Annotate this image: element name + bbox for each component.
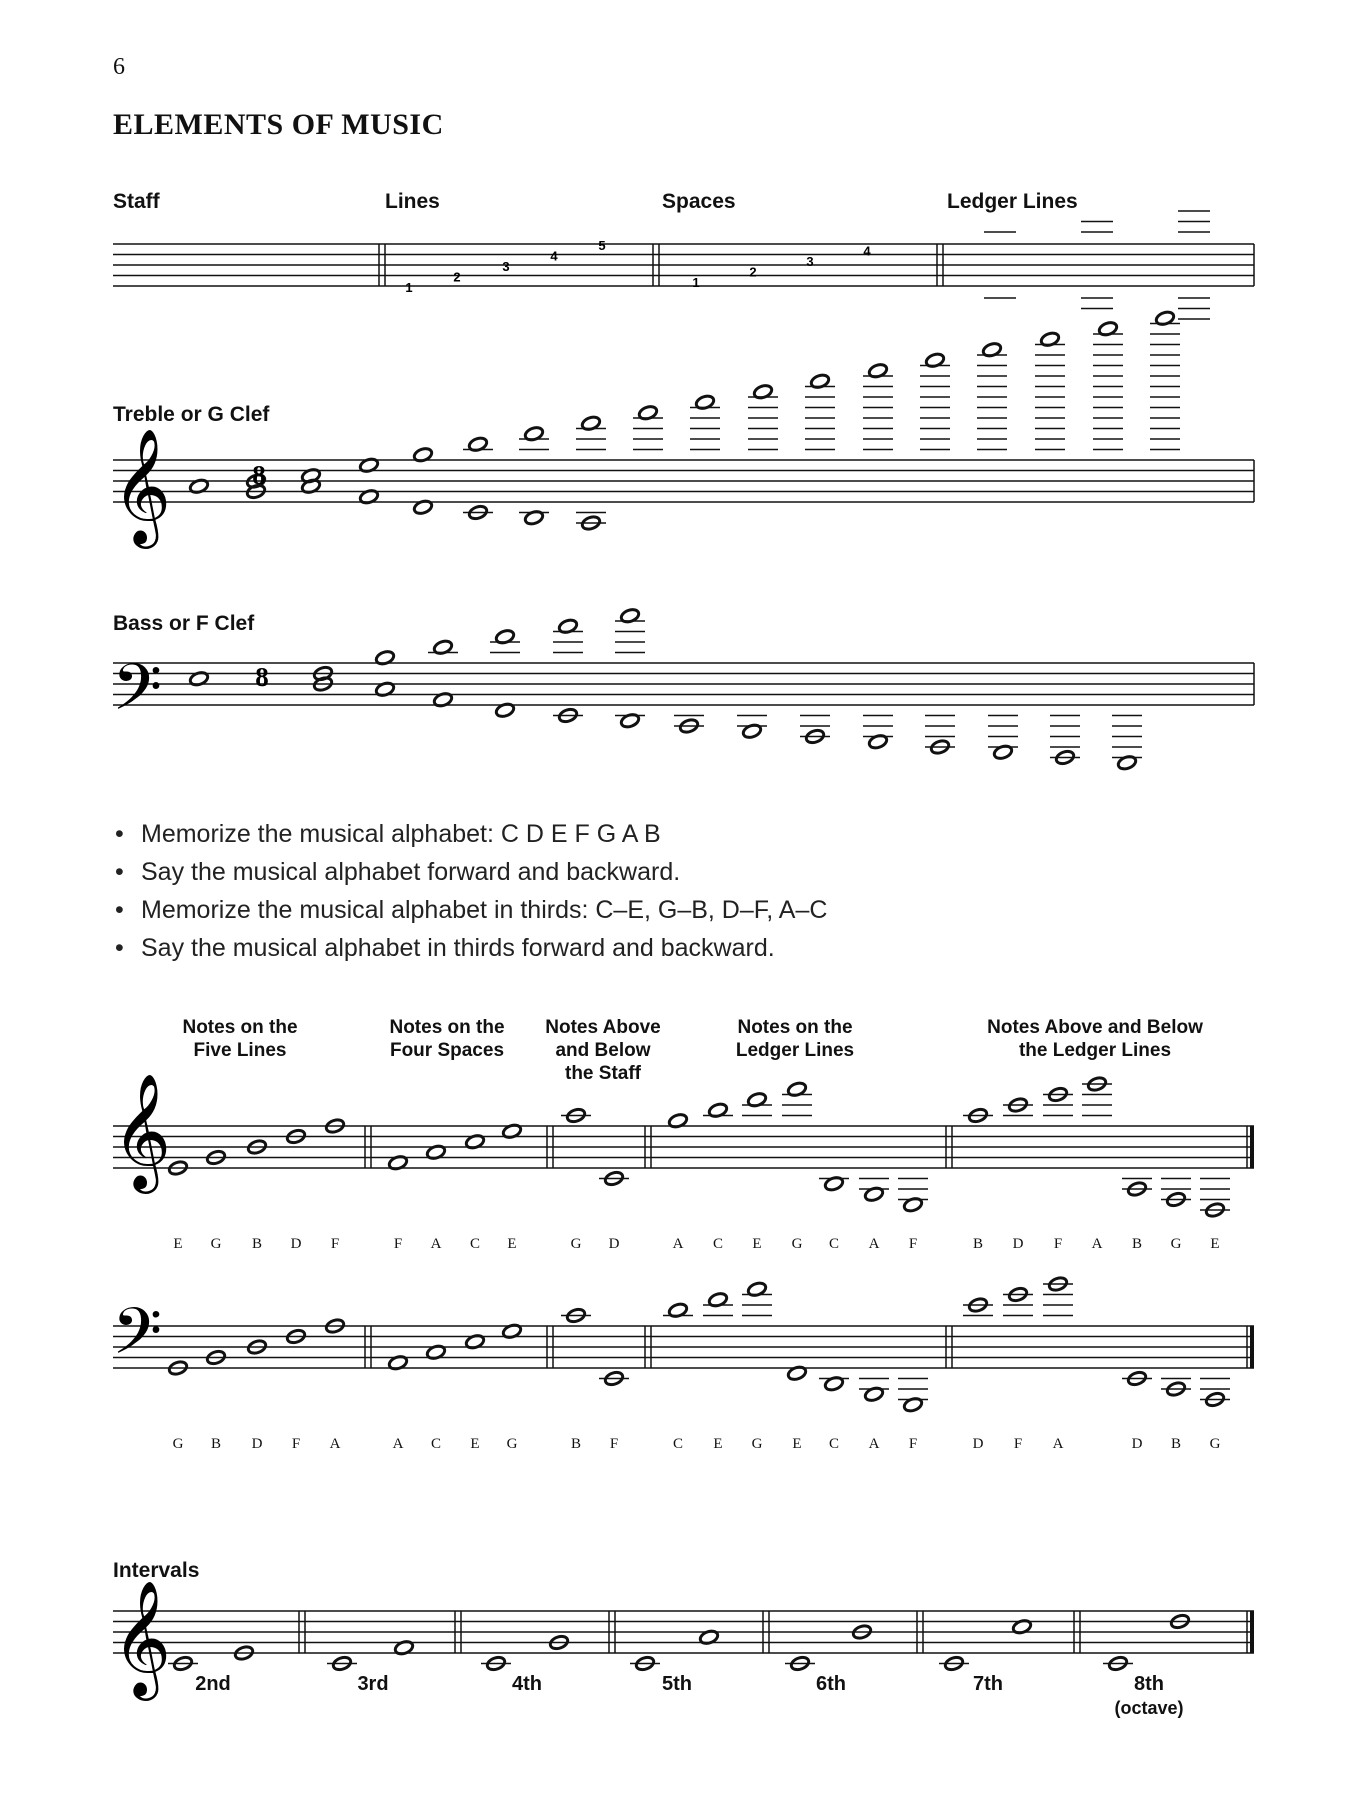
note-name-label: G [791, 1236, 803, 1252]
note-name-label: F [908, 1236, 918, 1252]
note-name-label: A [1052, 1436, 1064, 1452]
line-number-label: 2 [453, 269, 461, 285]
note-name-label: D [290, 1236, 302, 1252]
treble-clef-symbol: 𝄞 [112, 427, 172, 544]
note-name-label: A [868, 1436, 880, 1452]
note-name-label: E [713, 1436, 723, 1452]
interval-label: 3rd [357, 1673, 389, 1695]
interval-label: 5th [662, 1673, 692, 1695]
page-number: 6 [113, 54, 125, 80]
category-ledger-lines: Notes on the Ledger Lines [735, 1017, 855, 1061]
label-treble-clef: Treble or G Clef [113, 403, 270, 426]
note-name-label: B [1170, 1436, 1181, 1452]
note-name-label: D [972, 1436, 984, 1452]
note-name-label: F [330, 1236, 340, 1252]
note-name-label: E [1210, 1236, 1220, 1252]
interval-label: 8th [1134, 1673, 1164, 1695]
note-name-label: A [392, 1436, 404, 1452]
line-number-label: 4 [550, 248, 558, 264]
category-above-below-staff: Notes Above and Below the Staff [545, 1017, 661, 1084]
space-number-label: 2 [749, 264, 757, 280]
space-number-label: 1 [692, 274, 700, 290]
bullet-item: • Say the musical alphabet in thirds forward and backward. [113, 929, 827, 967]
treble-clef-symbol: 𝄞 [112, 1072, 172, 1189]
category-four-spaces: Notes on the Four Spaces [389, 1017, 505, 1061]
note-name-label: A [672, 1236, 684, 1252]
note-name-label: B [251, 1236, 262, 1252]
note-name-label: C [828, 1236, 839, 1252]
label-spaces: Spaces [662, 190, 736, 213]
note-name-label: D [1131, 1436, 1143, 1452]
notes-layer [168, 211, 1230, 1672]
page-title: ELEMENTS OF MUSIC [113, 108, 444, 141]
note-name-label: C [469, 1236, 480, 1252]
interval-label: 6th [816, 1673, 846, 1695]
bass-time-signature: 8 [255, 662, 269, 692]
note-name-label: E [173, 1236, 183, 1252]
note-name-label: G [751, 1436, 763, 1452]
note-name-label: D [1012, 1236, 1024, 1252]
note-name-label: D [251, 1436, 263, 1452]
note-name-label: F [291, 1436, 301, 1452]
note-name-label: A [430, 1236, 442, 1252]
note-name-label: G [1170, 1236, 1182, 1252]
note-name-label: F [908, 1436, 918, 1452]
bullet-item: • Memorize the musical alphabet in thirds: C–E, G–B, D–F, A–C [113, 891, 827, 929]
note-name-label: B [972, 1236, 983, 1252]
category-above-below-ledger: Notes Above and Below the Ledger Lines [987, 1017, 1203, 1061]
note-name-label: E [507, 1236, 517, 1252]
label-staff: Staff [113, 190, 160, 213]
note-name-label: E [752, 1236, 762, 1252]
bullet-item: • Say the musical alphabet forward and backward. [113, 853, 827, 891]
bass-clef-symbol: 𝄢 [112, 651, 163, 741]
line-number-label: 3 [502, 259, 510, 274]
line-number-label: 1 [405, 280, 413, 295]
label-lines: Lines [385, 190, 440, 213]
note-name-label: B [210, 1436, 221, 1452]
interval-label: 7th [973, 1673, 1003, 1695]
note-name-label: D [608, 1236, 620, 1252]
label-bass-clef: Bass or F Clef [113, 612, 255, 635]
treble-time-signature: 8 [252, 460, 266, 490]
note-name-label: C [672, 1436, 683, 1452]
note-name-label: C [828, 1436, 839, 1452]
note-name-label: B [1131, 1236, 1142, 1252]
note-name-label: C [712, 1236, 723, 1252]
interval-label: 4th [512, 1673, 542, 1695]
note-name-label: E [792, 1436, 802, 1452]
label-intervals: Intervals [113, 1559, 200, 1582]
note-name-label: A [868, 1236, 880, 1252]
interval-label: 2nd [195, 1673, 231, 1695]
note-name-label: F [609, 1436, 619, 1452]
space-number-label: 3 [806, 253, 814, 269]
note-name-label: F [1053, 1236, 1063, 1252]
label-ledger-lines: Ledger Lines [947, 190, 1078, 213]
note-name-label: G [172, 1436, 184, 1452]
note-name-label: A [1091, 1236, 1103, 1252]
note-name-label: F [393, 1236, 403, 1252]
note-name-label: F [1013, 1436, 1023, 1452]
note-name-label: G [210, 1236, 222, 1252]
treble-clef-symbol: 𝄞 [112, 1579, 172, 1696]
octave-label: (octave) [1114, 1698, 1184, 1718]
note-name-label: B [570, 1436, 581, 1452]
note-name-label: E [470, 1436, 480, 1452]
note-name-label: G [506, 1436, 518, 1452]
category-five-lines: Notes on the Five Lines [182, 1017, 298, 1061]
note-name-label: C [430, 1436, 441, 1452]
note-name-label: A [329, 1436, 341, 1452]
bass-clef-symbol: 𝄢 [112, 1295, 163, 1385]
staff-lines [113, 244, 1254, 1653]
space-number-label: 4 [863, 243, 871, 259]
bullet-item: • Memorize the musical alphabet: C D E F G A B [113, 815, 827, 853]
note-name-label: G [1209, 1436, 1221, 1452]
note-name-label: G [570, 1236, 582, 1252]
line-number-label: 5 [598, 238, 606, 253]
